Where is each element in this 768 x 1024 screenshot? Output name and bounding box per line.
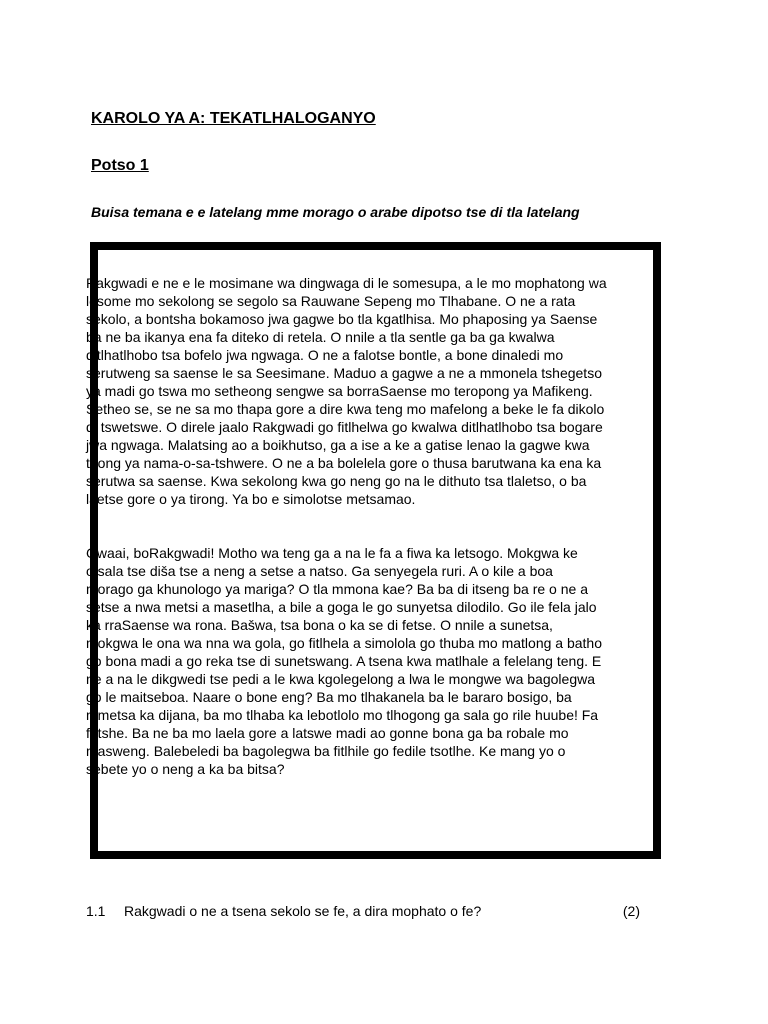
passage-line: tirong ya nama-o-sa-tshwere. O ne a ba bolelela gore o thusa barutwana ka ena ka bbox=[86, 455, 602, 471]
section-title: KAROLO YA A: TEKATLHALOGANYO bbox=[91, 110, 376, 127]
question-row bbox=[86, 902, 646, 920]
paragraph-spacer bbox=[86, 508, 652, 544]
question-title: Potso 1 bbox=[91, 157, 149, 174]
passage-paragraph-1 bbox=[86, 274, 652, 508]
passage-line: go le maitseboa. Naare o bone eng? Ba mo tlhakanela ba le bararo bosigo, ba bbox=[86, 689, 572, 705]
passage-line: lesome mo sekolong se segolo sa Rauwane Sepeng mo Tlhabane. O ne a rata bbox=[86, 293, 576, 309]
passage-line: serutweng sa saense le sa Seesimane. Maduo a gagwe a ne a mmonela tshegetso bbox=[86, 365, 602, 381]
passage-line: setse a nwa metsi a masetlha, a bile a goga le go sunyetsa dilodilo. Go ile fela jalo bbox=[86, 599, 597, 615]
question-text: Rakgwadi o ne a tsena sekolo se fe, a dira mophato o fe? bbox=[124, 903, 482, 919]
passage-line: sekolo, a bontsha bokamoso jwa gagwe bo tla kgatlhisa. Mo phaposing ya Saense bbox=[86, 311, 598, 327]
passage-line: ka rraSaense wa rona. Bašwa, tsa bona o ka se di fetse. O nnile a sunetsa, bbox=[86, 617, 553, 633]
passage-line: laetse gore o ya tirong. Ya bo e simolotse metsamao. bbox=[86, 491, 416, 507]
passage-line: go bona madi a go reka tse di sunetswang. A tsena kwa matlhale a felelang teng. E bbox=[86, 653, 602, 669]
passage-line: fetshe. Ba ne ba mo laela gore a latswe madi ao gonne bona ga ba robale mo bbox=[86, 725, 569, 741]
passage-line: serutwa sa saense. Kwa sekolong kwa go neng go na le dithuto tsa tlaletso, o ba bbox=[86, 473, 587, 489]
passage-line: Rakgwadi e ne e le mosimane wa dingwaga di le somesupa, a le mo mophatong wa bbox=[86, 275, 607, 291]
reading-passage bbox=[86, 274, 652, 778]
passage-line: masweng. Balebeledi ba bagolegwa ba fitlhile go fedile tsotlhe. Ke mang yo o bbox=[86, 743, 566, 759]
passage-line: Gwaai, boRakgwadi! Motho wa teng ga a na le fa a fiwa ka letsogo. Mokgwa ke bbox=[86, 545, 578, 561]
passage-line: Setheo se, se ne sa mo thapa gore a dire kwa teng mo mafelong a beke le fa dikolo bbox=[86, 401, 605, 417]
instruction-text: Buisa temana e e latelang mme morago o arabe dipotso tse di tla latelang bbox=[91, 204, 580, 220]
passage-line: sebete yo o neng a ka ba bitsa? bbox=[86, 761, 285, 777]
passage-line: morago ga khunologo ya mariga? O tla mmona kae? Ba ba di itseng ba re o ne a bbox=[86, 581, 588, 597]
passage-line: mokgwa le ona wa nna wa gola, go fitlhela a simolola go thuba mo matlong a batho bbox=[86, 635, 602, 651]
question-marks: (2) bbox=[622, 903, 640, 919]
passage-line: ya madi go tswa mo setheong sengwe sa borraSaense mo teropong ya Mafikeng. bbox=[86, 383, 593, 399]
passage-line: di tswetswe. O direle jaalo Rakgwadi go fitlhelwa go kwalwa ditlhatlhobo tsa bogare bbox=[86, 419, 603, 435]
passage-line: ba ne ba ikanya ena fa diteko di retela. O nnile a tla sentle ga ba ga kwalwa bbox=[86, 329, 555, 345]
question-number: 1.1 bbox=[86, 903, 106, 919]
passage-paragraph-2 bbox=[86, 544, 652, 778]
passage-line: ditlhatlhobo tsa bofelo jwa ngwaga. O ne a falotse bontle, a bone dinaledi mo bbox=[86, 347, 564, 363]
passage-line: otsala tse diša tse a neng a setse a natso. Ga senyegela ruri. A o kile a boa bbox=[86, 563, 553, 579]
passage-line: ne a na le dikgwedi tse pedi a le kwa kgolegelong a lwa le mongwe wa bagolegwa bbox=[86, 671, 595, 687]
passage-line: mmetsa ka dijana, ba mo tlhaba ka lebotlolo mo tlhogong ga sala go rile huube! Fa bbox=[86, 707, 599, 723]
passage-line: jwa ngwaga. Malatsing ao a boikhutso, ga a ise a ke a gatise lenao la gagwe kwa bbox=[86, 437, 590, 453]
